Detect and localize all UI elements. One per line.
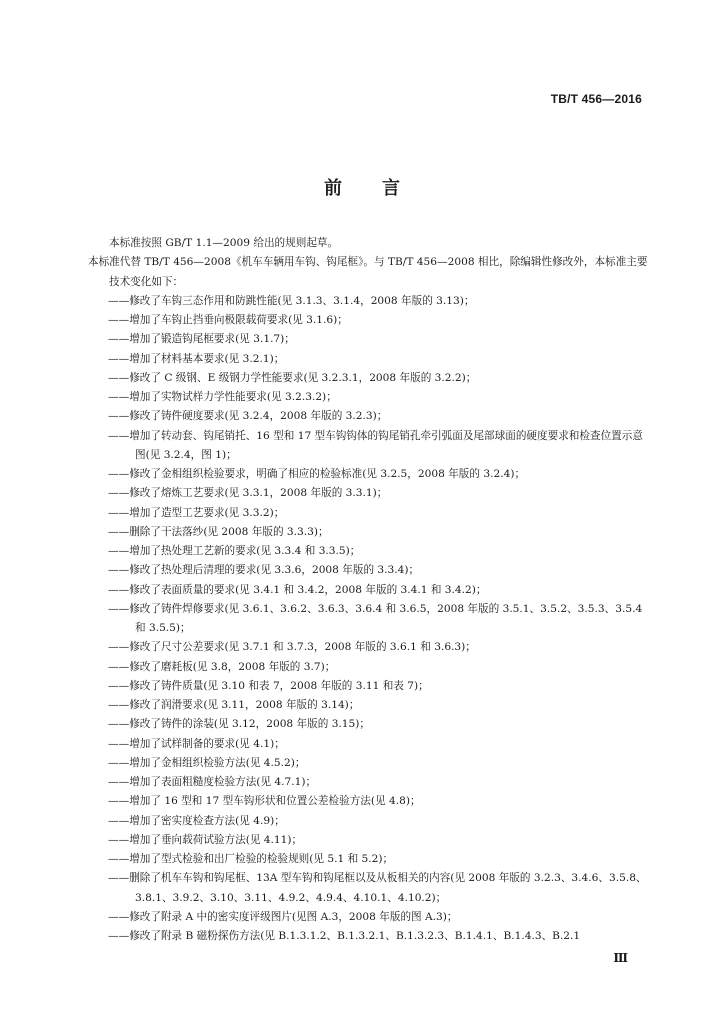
- change-item: ——删除了机车车钩和钩尾框、13A 型车钩和钩尾框以及从板相关的内容(见 2008 年版的 3.2.3、3.4.6、3.5.8、3.8.1、3.9.2、3.10、3.11、4.9.2、4.9.4、4.10.1、4.10.2)；: [108, 872, 647, 904]
- change-item: ——增加了热处理工艺新的要求(见 3.3.4 和 3.3.5)；: [108, 545, 361, 557]
- change-item: ——增加了转动套、钩尾销托、16 型和 17 型车钩钩体的钩尾销孔牵引弧面及尾部球面的硬度要求和检查位置示意图(见 3.2.4，图 1)；: [108, 429, 643, 461]
- change-item: ——删除了干法落纱(见 2008 年版的 3.3.3)；: [108, 525, 329, 538]
- change-item: ——修改了表面质量的要求(见 3.4.1 和 3.4.2，2008 年版的 3.4.1 和 3.4.2)；: [108, 583, 487, 596]
- changes-list: [88, 292, 648, 947]
- intro-paragraph: 本标准代替 TB/T 456—2008《机车车辆用车钩、钩尾框》。与 TB/T 456—2008 相比，除编辑性修改外，本标准主要技术变化如下：: [88, 256, 648, 288]
- page-number: Ⅲ: [613, 951, 628, 965]
- change-item: ——修改了附录 A 中的密实度评级图片(见图 A.3，2008 年版的图 A.3)；: [108, 910, 458, 923]
- change-item: ——增加了表面粗糙度检验方法(见 4.7.1)；: [108, 776, 317, 788]
- change-item: ——修改了铸件的涂装(见 3.12，2008 年版的 3.15)；: [108, 718, 371, 731]
- change-item: ——修改了润滑要求(见 3.11，2008 年版的 3.14)；: [108, 699, 360, 711]
- change-item: ——修改了金相组织检验要求，明确了相应的检验标准(见 3.2.5，2008 年版的 3.2.4)；: [108, 468, 526, 480]
- change-item: ——增加了车钩止挡垂向极限载荷要求(见 3.1.6)；: [108, 314, 348, 326]
- change-item: ——增加了材料基本要求(见 3.2.1)；: [108, 352, 285, 365]
- change-item: ——修改了热处理后清理的要求(见 3.3.6，2008 年版的 3.3.4)；: [108, 564, 420, 577]
- change-item: ——增加了型式检验和出厂检验的检验规则(见 5.1 和 5.2)；: [108, 853, 394, 865]
- change-item: ——修改了铸件硬度要求(见 3.2.4，2008 年版的 3.2.3)；: [108, 410, 388, 423]
- change-item: ——增加了锻造钩尾框要求(见 3.1.7)；: [108, 333, 295, 346]
- change-item: ——修改了尺寸公差要求(见 3.7.1 和 3.7.3，2008 年版的 3.6.1 和 3.6.3)；: [108, 641, 476, 654]
- change-item: ——增加了造型工艺要求(见 3.3.2)；: [108, 506, 285, 519]
- change-item: ——修改了熔炼工艺要求(见 3.3.1，2008 年版的 3.3.1)；: [108, 487, 388, 500]
- change-item: ——修改了铸件质量(见 3.10 和表 7，2008 年版的 3.11 和表 7)；: [108, 679, 429, 692]
- change-item: ——修改了 C 级钢、E 级钢力学性能要求(见 3.2.3.1，2008 年版的 3.2.2)；: [108, 371, 477, 384]
- change-item: ——增加了实物试样力学性能要求(见 3.2.3.2)；: [108, 391, 337, 403]
- change-item: ——修改了铸件焊修要求(见 3.6.1、3.6.2、3.6.3、3.6.4 和 3.6.5，2008 年版的 3.5.1、3.5.2、3.5.3、3.5.4 和 3.5.5)；: [108, 602, 643, 634]
- standard-code: TB/T 456—2016: [550, 92, 642, 106]
- change-item: ——增加了密实度检查方法(见 4.9)；: [108, 814, 285, 827]
- change-item: ——增加了金相组织检验方法(见 4.5.2)；: [108, 756, 306, 769]
- change-item: ——修改了附录 B 磁粉探伤方法(见 B.1.3.1.2、B.1.3.2.1、B.1.3.2.3、B.1.4.1、B.1.4.3、B.2.1: [108, 930, 581, 942]
- change-item: ——增加了 16 型和 17 型车钩形状和位置公差检验方法(见 4.8)；: [108, 795, 421, 808]
- change-item: ——增加了垂向载荷试验方法(见 4.11)；: [108, 833, 303, 846]
- intro-paragraph: 本标准按照 GB/T 1.1—2009 给出的规则起草。: [109, 237, 339, 249]
- change-item: ——增加了试样制备的要求(见 4.1)；: [108, 737, 285, 750]
- change-item: ——修改了磨耗板(见 3.8，2008 年版的 3.7)；: [108, 660, 336, 673]
- page-title: 前言: [324, 178, 440, 199]
- change-item: ——修改了车钩三态作用和防跳性能(见 3.1.3、3.1.4，2008 年版的 3.13)；: [108, 294, 475, 307]
- foreword-body: [88, 234, 648, 946]
